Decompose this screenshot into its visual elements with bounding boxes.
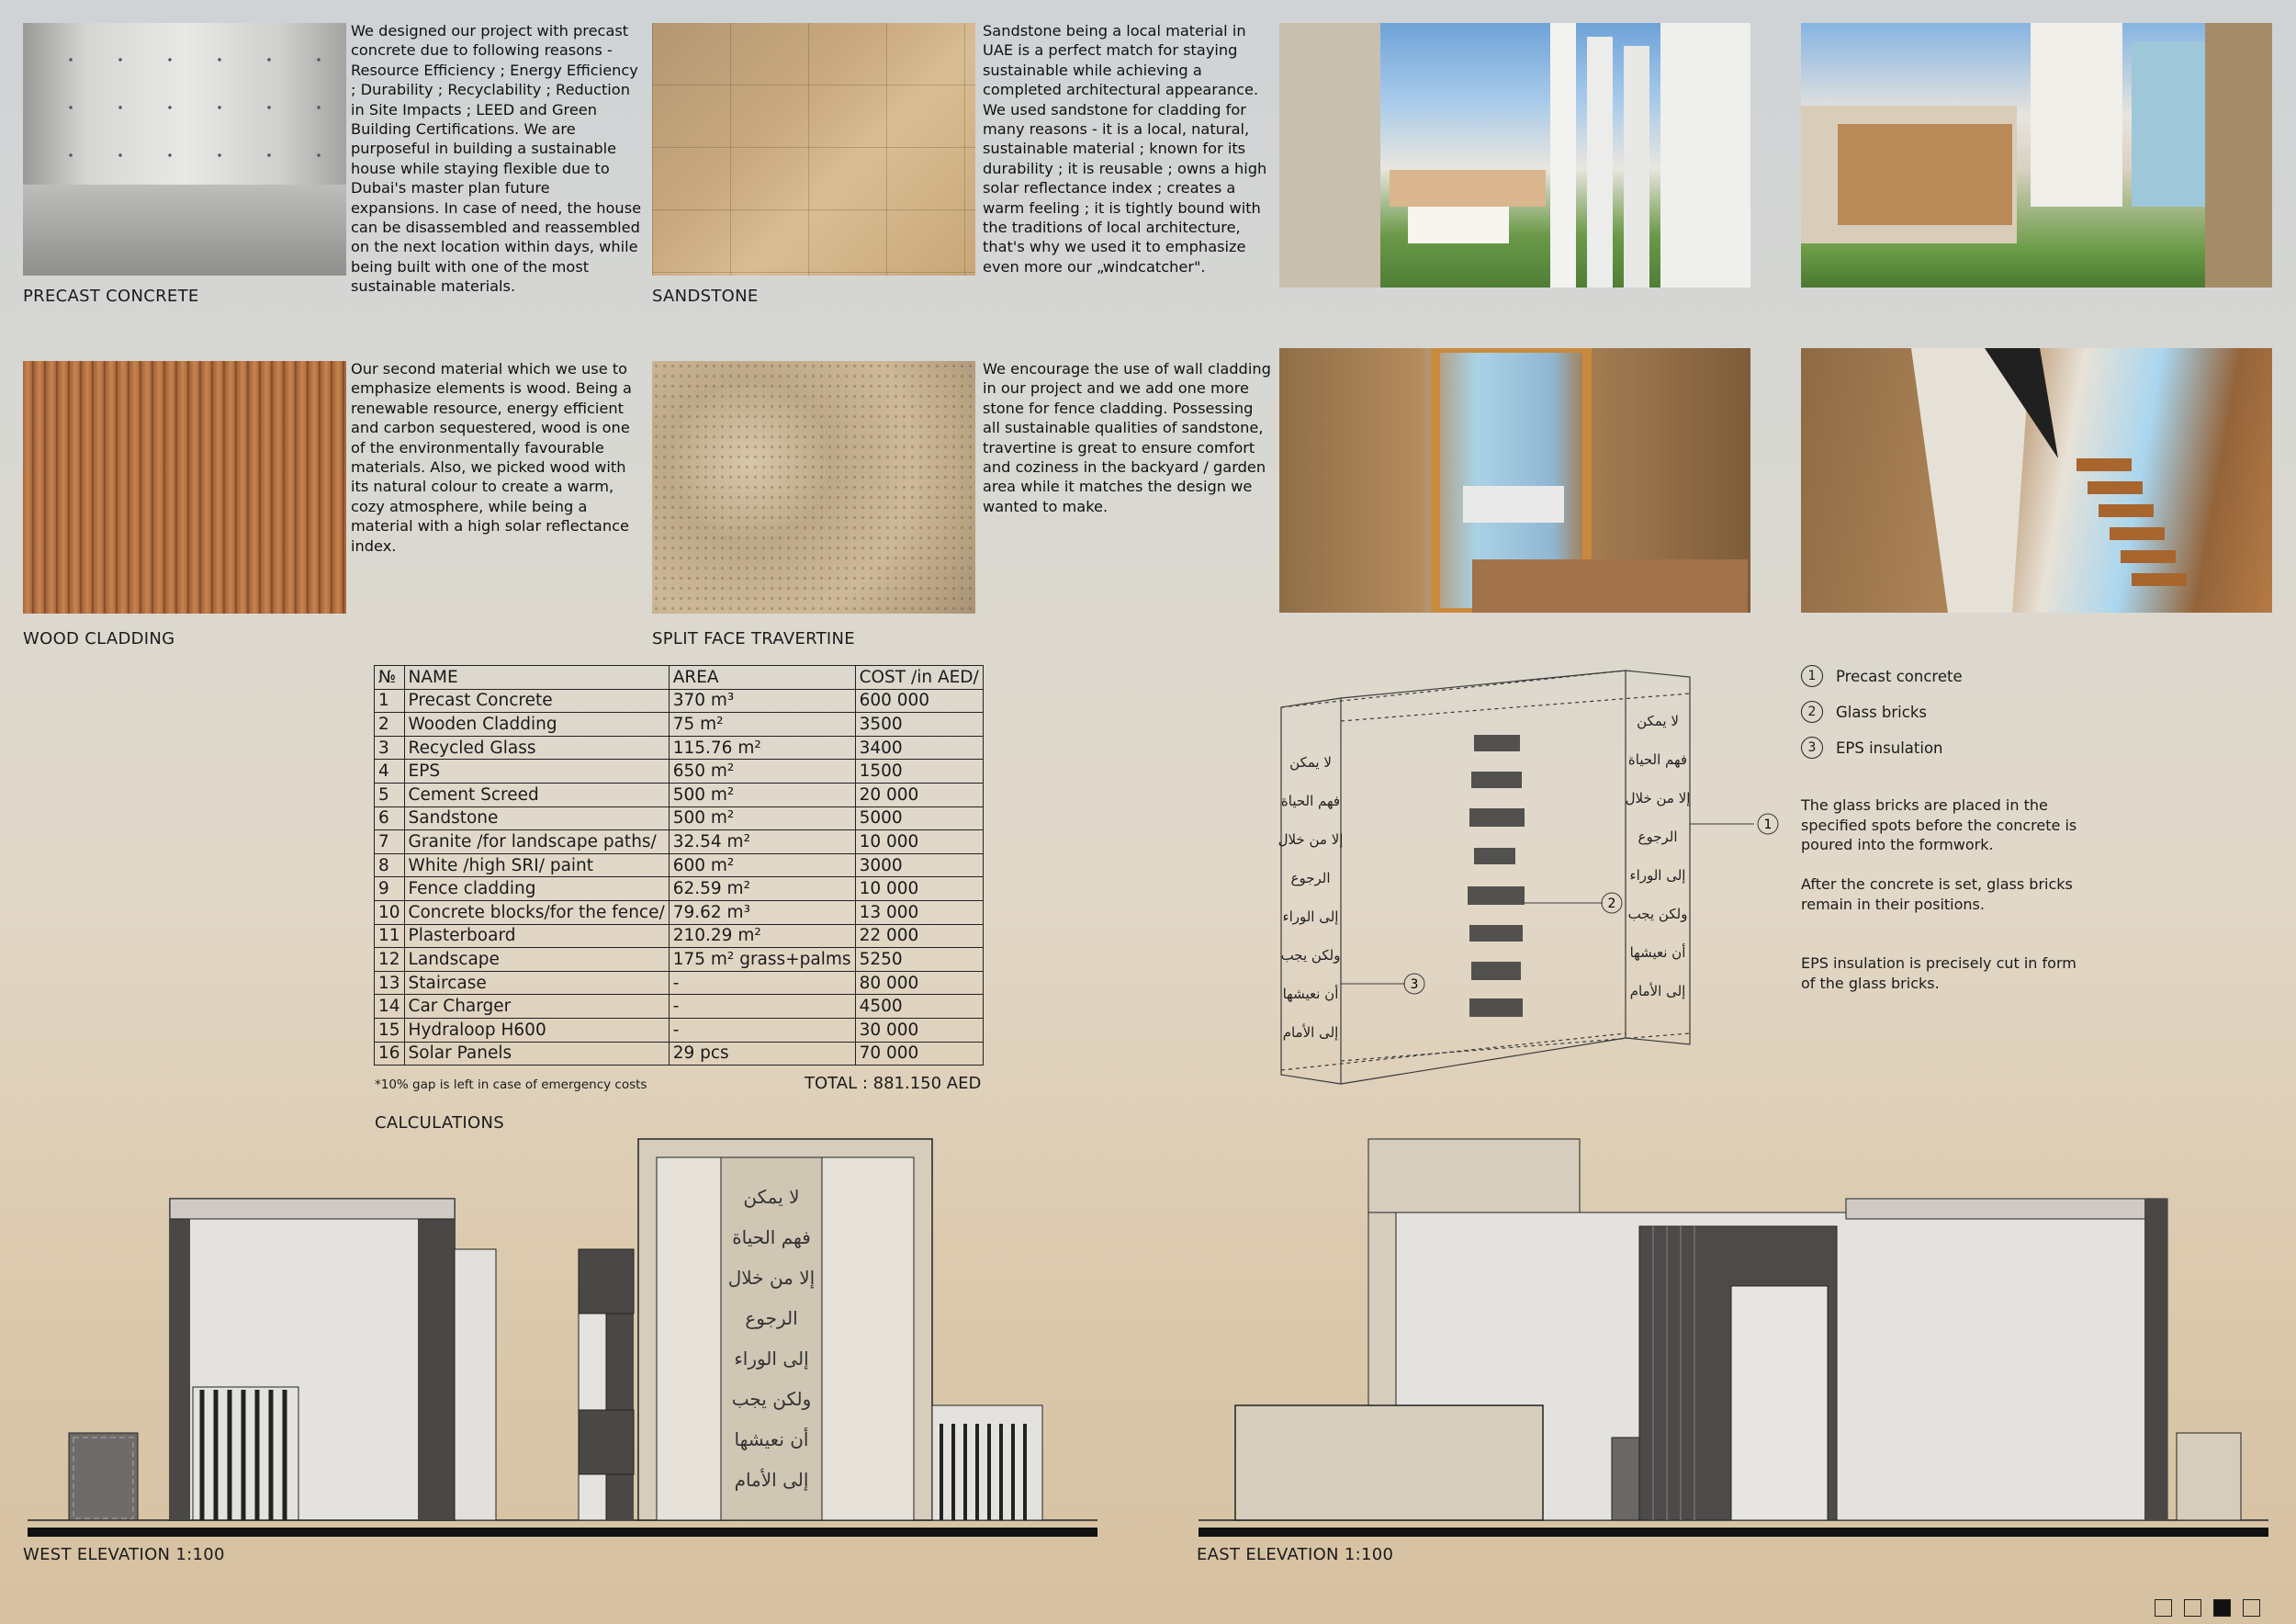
- legend-label: Glass bricks: [1836, 703, 1927, 721]
- legend-note-2: After the concrete is set, glass bricks remain in their positions.: [1801, 875, 2073, 913]
- interior-render-1: [1279, 348, 1750, 613]
- precast-concrete-text: We designed our project with precast concrete due to following reasons - Resource Efficiency ; Energy Efficiency ; Durability ; Recyclability ; Reduction in Site Impacts ; LEED and Green Building Certifications. We are purposeful in building a sustainable house while staying flexible due to Dubai's master plan future expansions. In case of need, the house can be disassembled and reassembled on the next location within days, while being built with one of the most sustainable materials.: [351, 22, 642, 296]
- arabic-verse-line: ولكن يجب: [731, 1388, 812, 1410]
- travertine-label: SPLIT FACE TRAVERTINE: [652, 629, 855, 648]
- table-cell: 600 000: [855, 689, 983, 713]
- table-cell: 8: [375, 853, 405, 877]
- table-cell: 14: [375, 995, 405, 1019]
- table-header-row: [375, 666, 984, 690]
- table-cell: Staircase: [404, 971, 669, 995]
- table-cell: 7: [375, 830, 405, 854]
- table-cell: 16: [375, 1042, 405, 1066]
- sandstone-text: Sandstone being a local material in UAE is a perfect match for staying sustainable while achieving a completed architectural appearance. We used sandstone for cladding for many reasons - it is a local, natural, sustainable material ; known for its durability ; it is reusable ; owns a high solar reflectance index ; creates a warm feeling ; it is tightly bound with the traditions of local architecture, that's why we used it to emphasize even more our „windcatcher".: [983, 22, 1267, 276]
- table-cell: 1500: [855, 760, 983, 784]
- table-row: [375, 689, 984, 713]
- table-cell: White /high SRI/ paint: [404, 853, 669, 877]
- arabic-verse-line: لا يمكن: [743, 1186, 800, 1208]
- east-elevation-drawing: [1199, 1134, 2273, 1539]
- table-cell: 210.29 m²: [669, 924, 855, 948]
- table-cell: 75 m²: [669, 713, 855, 737]
- table-cell: 4: [375, 760, 405, 784]
- arabic-verse-line: إلى الوراء: [734, 1348, 809, 1370]
- table-cell: 3: [375, 736, 405, 760]
- table-cell: 2: [375, 713, 405, 737]
- diagram-callout-2: 2: [1607, 897, 1616, 911]
- interior-render-2: [1801, 348, 2272, 613]
- table-cell: 3400: [855, 736, 983, 760]
- table-cell: 30 000: [855, 1018, 983, 1042]
- page-indicator: [2155, 1599, 2260, 1617]
- table-cell: 32.54 m²: [669, 830, 855, 854]
- legend-item-3: [1801, 737, 1943, 759]
- table-cell: 1: [375, 689, 405, 713]
- calc-footnote: *10% gap is left in case of emergency costs: [375, 1077, 647, 1092]
- table-row: [375, 760, 984, 784]
- wood-cladding-photo: [23, 361, 346, 614]
- table-cell: -: [669, 995, 855, 1019]
- table-cell: 115.76 m²: [669, 736, 855, 760]
- table-cell: 11: [375, 924, 405, 948]
- table-row: [375, 1042, 984, 1066]
- arabic-verse-line: الرجوع: [745, 1307, 798, 1329]
- table-cell: Wooden Cladding: [404, 713, 669, 737]
- table-cell: Precast Concrete: [404, 689, 669, 713]
- table-cell: Landscape: [404, 948, 669, 972]
- table-cell: Sandstone: [404, 806, 669, 830]
- table-cell: EPS: [404, 760, 669, 784]
- legend-item-1: [1801, 665, 1963, 687]
- arabic-verse-line: لا يمكن: [1289, 754, 1332, 771]
- courtyard-render-1: [1279, 23, 1750, 288]
- table-row: [375, 877, 984, 901]
- table-row: [375, 1018, 984, 1042]
- page-dot[interactable]: [2155, 1599, 2172, 1617]
- table-cell: 370 m³: [669, 689, 855, 713]
- arabic-verse-line: إلا من خلال: [1277, 831, 1344, 848]
- wood-cladding-text: Our second material which we use to emphasize elements is wood. Being a renewable resource, energy efficient and carbon sequestered, wood is one of the environmentally favourable materials. Also, we picked wood with its natural colour to create a warm, cozy atmosphere, while being a material with a high solar reflectance index.: [351, 360, 632, 555]
- calc-label: CALCULATIONS: [375, 1113, 504, 1133]
- table-cell: 650 m²: [669, 760, 855, 784]
- travertine-photo: [652, 361, 975, 614]
- table-cell: -: [669, 971, 855, 995]
- legend-label: EPS insulation: [1836, 739, 1943, 757]
- west-elevation-drawing: [28, 1134, 1102, 1539]
- table-row: [375, 783, 984, 806]
- table-cell: 10: [375, 900, 405, 924]
- table-cell: 80 000: [855, 971, 983, 995]
- table-row: [375, 948, 984, 972]
- legend-note-3: EPS insulation is precisely cut in form of the glass bricks.: [1801, 954, 2077, 992]
- table-row: [375, 853, 984, 877]
- diagram-callout-1: 1: [1763, 818, 1773, 832]
- table-cell: 20 000: [855, 783, 983, 806]
- page-dot[interactable]: [2184, 1599, 2201, 1617]
- table-cell: 12: [375, 948, 405, 972]
- table-cell: 62.59 m²: [669, 877, 855, 901]
- table-row: [375, 736, 984, 760]
- table-cell: Cement Screed: [404, 783, 669, 806]
- table-row: [375, 830, 984, 854]
- travertine-text: We encourage the use of wall cladding in our project and we add one more stone for fence cladding. Possessing all sustainable qualities of sandstone, travertine is great to ensure comfort and coziness in the backyard / garden area while it matches the design we wanted to make.: [983, 360, 1271, 515]
- arabic-verse-line: فهم الحياة: [1280, 793, 1341, 809]
- arabic-verse-line: إلى الأمام: [1282, 1024, 1339, 1041]
- legend-item-2: [1801, 701, 1927, 723]
- east-elevation-label: EAST ELEVATION 1:100: [1197, 1545, 1394, 1564]
- table-cell: 500 m²: [669, 783, 855, 806]
- table-cell: 13 000: [855, 900, 983, 924]
- table-cell: Granite /for landscape paths/: [404, 830, 669, 854]
- diagram-callout-3: 3: [1410, 977, 1419, 992]
- arabic-verse-line: إلى الأمام: [1629, 983, 1686, 999]
- legend-number: 3: [1801, 737, 1823, 759]
- arabic-verse-line: ولكن يجب: [1280, 947, 1341, 964]
- arabic-verse-line: فهم الحياة: [1627, 751, 1688, 768]
- table-cell: 3500: [855, 713, 983, 737]
- table-cell: Solar Panels: [404, 1042, 669, 1066]
- precast-concrete-photo: [23, 23, 346, 276]
- table-cell: Hydraloop H600: [404, 1018, 669, 1042]
- table-cell: 10 000: [855, 830, 983, 854]
- legend-note-1: The glass bricks are placed in the specified spots before the concrete is poured into the formwork.: [1801, 796, 2077, 853]
- arabic-verse-line: إلا من خلال: [1625, 790, 1691, 806]
- arabic-verse-line: إلا من خلال: [727, 1267, 816, 1289]
- table-cell: 5: [375, 783, 405, 806]
- table-row: [375, 713, 984, 737]
- sandstone-photo: [652, 23, 975, 276]
- table-cell: 9: [375, 877, 405, 901]
- arabic-verse-line: فهم الحياة: [732, 1226, 811, 1248]
- calculations-table: [374, 665, 984, 1066]
- table-header-cell: COST /in AED/: [855, 666, 983, 690]
- table-cell: 5250: [855, 948, 983, 972]
- page-dot-active[interactable]: [2213, 1599, 2231, 1617]
- legend-number: 1: [1801, 665, 1823, 687]
- table-cell: 600 m²: [669, 853, 855, 877]
- arabic-verse-line: أن نعيشها: [734, 1428, 809, 1450]
- table-cell: Fence cladding: [404, 877, 669, 901]
- page-dot[interactable]: [2243, 1599, 2260, 1617]
- table-cell: 29 pcs: [669, 1042, 855, 1066]
- glass-brick-diagram: [1277, 666, 1791, 1088]
- table-cell: 175 m² grass+palms: [669, 948, 855, 972]
- table-cell: Recycled Glass: [404, 736, 669, 760]
- legend-number: 2: [1801, 701, 1823, 723]
- table-cell: 3000: [855, 853, 983, 877]
- table-cell: Concrete blocks/for the fence/: [404, 900, 669, 924]
- table-cell: 70 000: [855, 1042, 983, 1066]
- table-row: [375, 995, 984, 1019]
- courtyard-render-2: [1801, 23, 2272, 288]
- table-row: [375, 806, 984, 830]
- table-row: [375, 900, 984, 924]
- calc-total: TOTAL : 881.150 AED: [805, 1074, 982, 1093]
- table-cell: 6: [375, 806, 405, 830]
- table-cell: 13: [375, 971, 405, 995]
- arabic-verse-line: إلى الأمام: [734, 1469, 809, 1491]
- precast-concrete-label: PRECAST CONCRETE: [23, 287, 199, 306]
- table-cell: 10 000: [855, 877, 983, 901]
- arabic-verse-line: الرجوع: [1638, 829, 1678, 845]
- wood-cladding-label: WOOD CLADDING: [23, 629, 175, 648]
- arabic-verse-line: إلى الوراء: [1282, 908, 1339, 925]
- west-elevation-label: WEST ELEVATION 1:100: [23, 1545, 225, 1564]
- table-header-cell: AREA: [669, 666, 855, 690]
- table-cell: 4500: [855, 995, 983, 1019]
- arabic-verse-line: لا يمكن: [1637, 713, 1679, 729]
- table-cell: 500 m²: [669, 806, 855, 830]
- sandstone-label: SANDSTONE: [652, 287, 759, 306]
- arabic-verse-line: ولكن يجب: [1627, 906, 1688, 922]
- arabic-verse-line: أن نعيشها: [1282, 986, 1339, 1002]
- table-header-cell: №: [375, 666, 405, 690]
- table-cell: Car Charger: [404, 995, 669, 1019]
- legend-label: Precast concrete: [1836, 667, 1963, 685]
- table-row: [375, 924, 984, 948]
- arabic-verse-line: إلى الوراء: [1629, 867, 1686, 884]
- table-cell: Plasterboard: [404, 924, 669, 948]
- table-cell: 5000: [855, 806, 983, 830]
- table-cell: -: [669, 1018, 855, 1042]
- table-cell: 79.62 m³: [669, 900, 855, 924]
- arabic-verse-line: أن نعيشها: [1629, 944, 1686, 961]
- table-cell: 15: [375, 1018, 405, 1042]
- table-cell: 22 000: [855, 924, 983, 948]
- table-row: [375, 971, 984, 995]
- arabic-verse-line: الرجوع: [1290, 870, 1331, 886]
- table-header-cell: NAME: [404, 666, 669, 690]
